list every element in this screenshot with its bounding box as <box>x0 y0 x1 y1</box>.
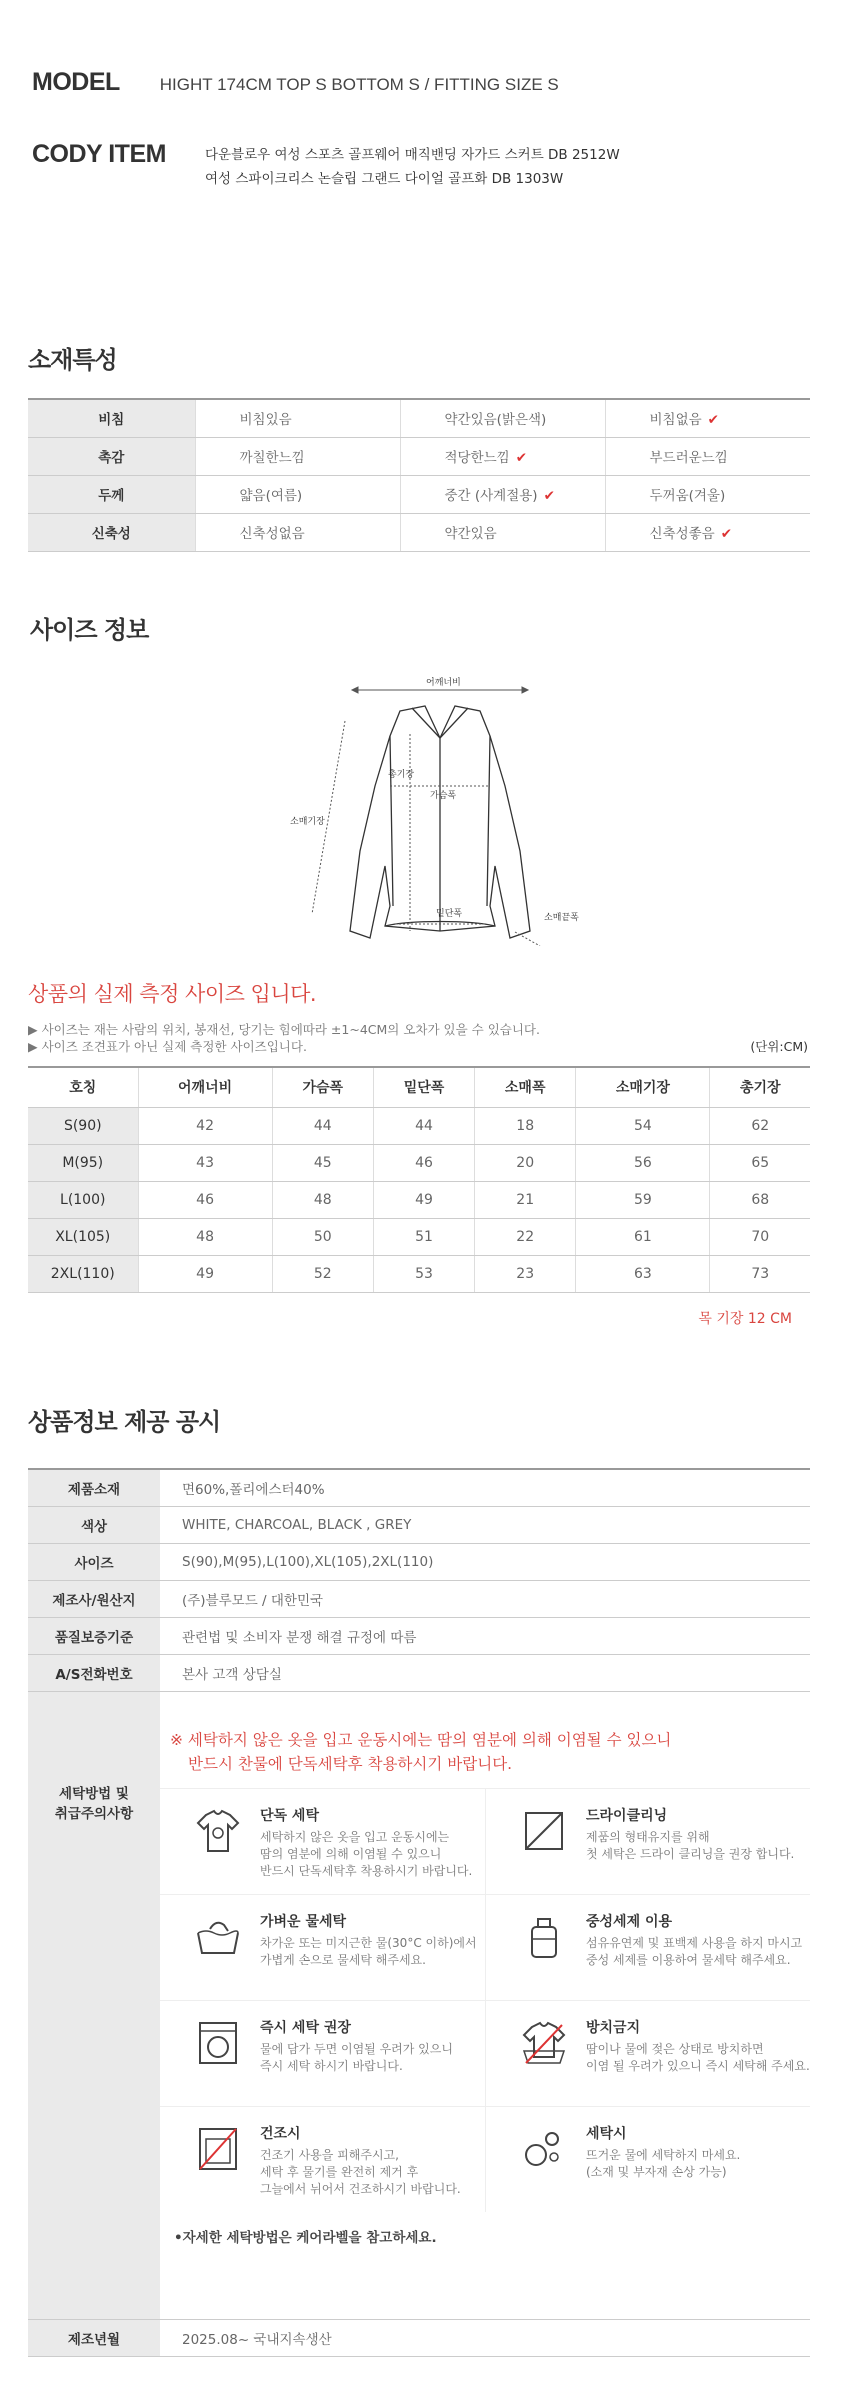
size-diagram <box>290 676 590 946</box>
cody-item: 다운블로우 여성 스포츠 골프웨어 매직밴딩 자가드 스커트 DB 2512W <box>205 147 620 163</box>
size-header: 호칭 <box>28 1067 138 1107</box>
info-label: 품질보증기준 <box>28 1617 160 1654</box>
care-item-desc: 섬유유연제 및 표백제 사용을 하지 마시고 중성 세제를 이용하여 물세탁 해주세요. <box>586 1935 803 1967</box>
care-item-title: 방치금지 <box>586 2019 641 2036</box>
no-soak-icon <box>518 2017 570 2069</box>
info-value: 2025.08~ 국내지속생산 <box>160 2319 810 2356</box>
fabric-label: 신축성 <box>28 513 195 551</box>
hand-wash-icon <box>192 1911 244 1963</box>
care-warning: ※ 세탁하지 않은 옷을 입고 운동시에는 땀의 염분에 의해 이염될 수 있으니 반드시 찬물에 단독세탁후 착용하시기 바랍니다. <box>170 1730 672 1773</box>
size-cell: 61 <box>576 1218 710 1255</box>
check-icon: ✔ <box>515 450 528 466</box>
care-item-title: 드라이클리닝 <box>586 1807 668 1824</box>
care-item <box>485 2106 810 2212</box>
size-cell: 50 <box>272 1218 373 1255</box>
care-item <box>160 1894 485 2000</box>
care-item-desc: 뜨거운 물에 세탁하지 마세요. (소재 및 부자재 손상 가능) <box>586 2147 741 2179</box>
no-dryer-icon <box>192 2123 244 2175</box>
label-chest: 가슴폭 <box>430 791 457 801</box>
care-item-title: 세탁시 <box>586 2125 627 2142</box>
size-cell: 73 <box>710 1255 810 1292</box>
label-shoulder: 어깨너비 <box>426 678 461 688</box>
bubbles-icon <box>518 2123 570 2175</box>
size-cell: 56 <box>576 1144 710 1181</box>
fabric-option: 까칠한느낌 <box>195 437 400 475</box>
care-item-desc: 물에 담가 두면 이염될 우려가 있으니 즉시 세탁 하시기 바랍니다. <box>260 2041 453 2073</box>
fabric-label: 비침 <box>28 399 195 437</box>
info-label: A/S전화번호 <box>28 1654 160 1691</box>
size-cell: 44 <box>373 1107 474 1144</box>
size-cell: 21 <box>475 1181 576 1218</box>
info-value: S(90),M(95),L(100),XL(105),2XL(110) <box>160 1543 810 1580</box>
fabric-option: 얇음(여름) <box>195 475 400 513</box>
care-item-desc: 건조기 사용을 피해주시고, 세탁 후 물기를 완전히 제거 후 그늘에서 뉘어서 건조하시기 바랍니다. <box>260 2147 461 2196</box>
size-cell: 18 <box>475 1107 576 1144</box>
size-cell: 62 <box>710 1107 810 1144</box>
size-row <box>28 1255 810 1292</box>
info-title: 상품정보 제공 공시 <box>28 1408 221 1436</box>
info-value: (주)블루모드 / 대한민국 <box>160 1580 810 1617</box>
fabric-row <box>28 475 810 513</box>
info-row <box>28 1506 810 1543</box>
size-cell: 46 <box>373 1144 474 1181</box>
info-label: 제조사/원산지 <box>28 1580 160 1617</box>
info-row <box>28 1580 810 1617</box>
care-item <box>160 2000 485 2106</box>
check-icon: ✔ <box>707 412 719 429</box>
info-value: 면60%,폴리에스터40% <box>160 1469 810 1506</box>
size-title: 사이즈 정보 <box>30 616 149 644</box>
label-total-length: 총기장 <box>388 770 415 780</box>
info-value: WHITE, CHARCOAL, BLACK , GREY <box>160 1506 810 1543</box>
model-label: MODEL <box>32 68 120 96</box>
size-cell: 48 <box>272 1181 373 1218</box>
fabric-label: 두께 <box>28 475 195 513</box>
size-cell: 45 <box>272 1144 373 1181</box>
washer-icon <box>192 2017 244 2069</box>
size-headline: 상품의 실제 측정 사이즈 입니다. <box>28 982 317 1006</box>
size-cell: 49 <box>138 1255 272 1292</box>
care-item-desc: 땀이나 물에 젖은 상태로 방치하면 이염 될 우려가 있으니 즉시 세탁해 주세요. <box>586 2041 810 2073</box>
label-hem: 밑단폭 <box>436 909 463 919</box>
size-row <box>28 1218 810 1255</box>
size-label: L(100) <box>28 1181 138 1218</box>
size-cell: 48 <box>138 1218 272 1255</box>
info-label: 제조년월 <box>28 2319 160 2356</box>
size-cell: 63 <box>576 1255 710 1292</box>
care-item-title: 중성세제 이용 <box>586 1913 673 1930</box>
size-cell: 43 <box>138 1144 272 1181</box>
check-icon: ✔ <box>720 526 733 542</box>
fabric-label: 촉감 <box>28 437 195 475</box>
fabric-option: 부드러운느낌 <box>605 437 810 475</box>
size-row <box>28 1144 810 1181</box>
care-item <box>485 2000 810 2106</box>
size-cell: 46 <box>138 1181 272 1218</box>
size-cell: 42 <box>138 1107 272 1144</box>
label-sleeve-length: 소매기장 <box>290 817 325 827</box>
care-item <box>160 2106 485 2212</box>
size-label: 2XL(110) <box>28 1255 138 1292</box>
label-cuff: 소매끝폭 <box>544 913 579 923</box>
unit-label: (단위:CM) <box>750 1039 808 1054</box>
size-note: ▶ 사이즈 조견표가 아닌 실제 측정한 사이즈입니다. <box>28 1039 307 1054</box>
neck-note: 목 기장 12 CM <box>698 1311 792 1327</box>
fabric-option: 신축성없음 <box>195 513 400 551</box>
info-row <box>28 1617 810 1654</box>
care-item-title: 가벼운 물세탁 <box>260 1913 347 1930</box>
detergent-icon <box>518 1911 570 1963</box>
size-table <box>28 1066 810 1293</box>
info-table <box>28 1468 810 2357</box>
info-row <box>28 1543 810 1580</box>
care-item <box>485 1894 810 2000</box>
check-icon: ✔ <box>543 488 555 504</box>
size-header: 총기장 <box>710 1067 810 1107</box>
size-cell: 53 <box>373 1255 474 1292</box>
fabric-row <box>28 437 810 475</box>
care-item-desc: 차가운 또는 미지근한 물(30°C 이하)에서 가볍게 손으로 물세탁 해주세요. <box>260 1935 477 1967</box>
cody-items <box>205 143 620 191</box>
fabric-table <box>28 398 810 552</box>
care-item <box>485 1788 810 1894</box>
size-header: 밑단폭 <box>373 1067 474 1107</box>
info-value: 본사 고객 상담실 <box>160 1654 810 1691</box>
size-header: 가슴폭 <box>272 1067 373 1107</box>
fabric-title: 소재특성 <box>28 346 117 374</box>
info-row <box>28 1654 810 1691</box>
tshirt-icon <box>192 1805 244 1857</box>
care-item-desc: 세탁하지 않은 옷을 입고 운동시에는 땀의 염분에 의해 이염될 수 있으니 반드시 단독세탁후 착용하시기 바랍니다. <box>260 1829 473 1878</box>
info-label: 제품소재 <box>28 1469 160 1506</box>
care-item <box>160 1788 485 1894</box>
info-row <box>28 1469 810 1506</box>
care-item-title: 즉시 세탁 권장 <box>260 2019 351 2036</box>
size-cell: 20 <box>475 1144 576 1181</box>
size-cell: 52 <box>272 1255 373 1292</box>
size-cell: 22 <box>475 1218 576 1255</box>
care-label: 세탁방법 및 취급주의사항 <box>28 1691 160 2319</box>
fabric-option: 두꺼움(겨울) <box>605 475 810 513</box>
cody-item: 여성 스파이크리스 논슬립 그랜드 다이얼 골프화 DB 1303W <box>205 171 564 187</box>
care-item-title: 단독 세탁 <box>260 1807 319 1824</box>
care-item-desc: 제품의 형태유지를 위해 첫 세탁은 드라이 클리닝을 권장 합니다. <box>586 1829 795 1861</box>
size-cell: 44 <box>272 1107 373 1144</box>
size-cell: 59 <box>576 1181 710 1218</box>
model-value: HIGHT 174CM TOP S BOTTOM S / FITTING SIZE S <box>159 75 559 94</box>
fabric-option: 중간 (사계절용) ✔ <box>400 475 605 513</box>
size-header: 어깨너비 <box>138 1067 272 1107</box>
fabric-row <box>28 399 810 437</box>
size-cell: 68 <box>710 1181 810 1218</box>
size-label: XL(105) <box>28 1218 138 1255</box>
size-cell: 49 <box>373 1181 474 1218</box>
fabric-row <box>28 513 810 551</box>
size-row <box>28 1181 810 1218</box>
info-value: 관련법 및 소비자 분쟁 해결 규정에 따름 <box>160 1617 810 1654</box>
care-footnote: •자세한 세탁방법은 케어라벨을 참고하세요. <box>174 2229 437 2246</box>
size-cell: 65 <box>710 1144 810 1181</box>
fabric-option: 신축성좋음 ✔ <box>605 513 810 551</box>
size-note: ▶ 사이즈는 재는 사람의 위치, 봉재선, 당기는 힘에따라 ±1~4CM의 오차가 있을 수 있습니다. <box>28 1022 540 1037</box>
cody-label: CODY ITEM <box>32 140 166 168</box>
fabric-option: 비침있음 <box>195 399 400 437</box>
care-cell <box>160 1691 810 2319</box>
size-cell: 54 <box>576 1107 710 1144</box>
size-label: M(95) <box>28 1144 138 1181</box>
fabric-option: 적당한느낌 ✔ <box>400 437 605 475</box>
size-row <box>28 1107 810 1144</box>
fabric-option: 약간있음 <box>400 513 605 551</box>
dry-clean-icon <box>518 1805 570 1857</box>
size-header: 소매기장 <box>576 1067 710 1107</box>
care-item-title: 건조시 <box>260 2125 301 2142</box>
fabric-option: 약간있음(밝은색) <box>400 399 605 437</box>
size-cell: 70 <box>710 1218 810 1255</box>
info-label: 사이즈 <box>28 1543 160 1580</box>
info-label: 색상 <box>28 1506 160 1543</box>
size-label: S(90) <box>28 1107 138 1144</box>
model-row <box>32 68 559 97</box>
size-cell: 51 <box>373 1218 474 1255</box>
size-header: 소매폭 <box>475 1067 576 1107</box>
fabric-option: 비침없음 ✔ <box>605 399 810 437</box>
size-cell: 23 <box>475 1255 576 1292</box>
